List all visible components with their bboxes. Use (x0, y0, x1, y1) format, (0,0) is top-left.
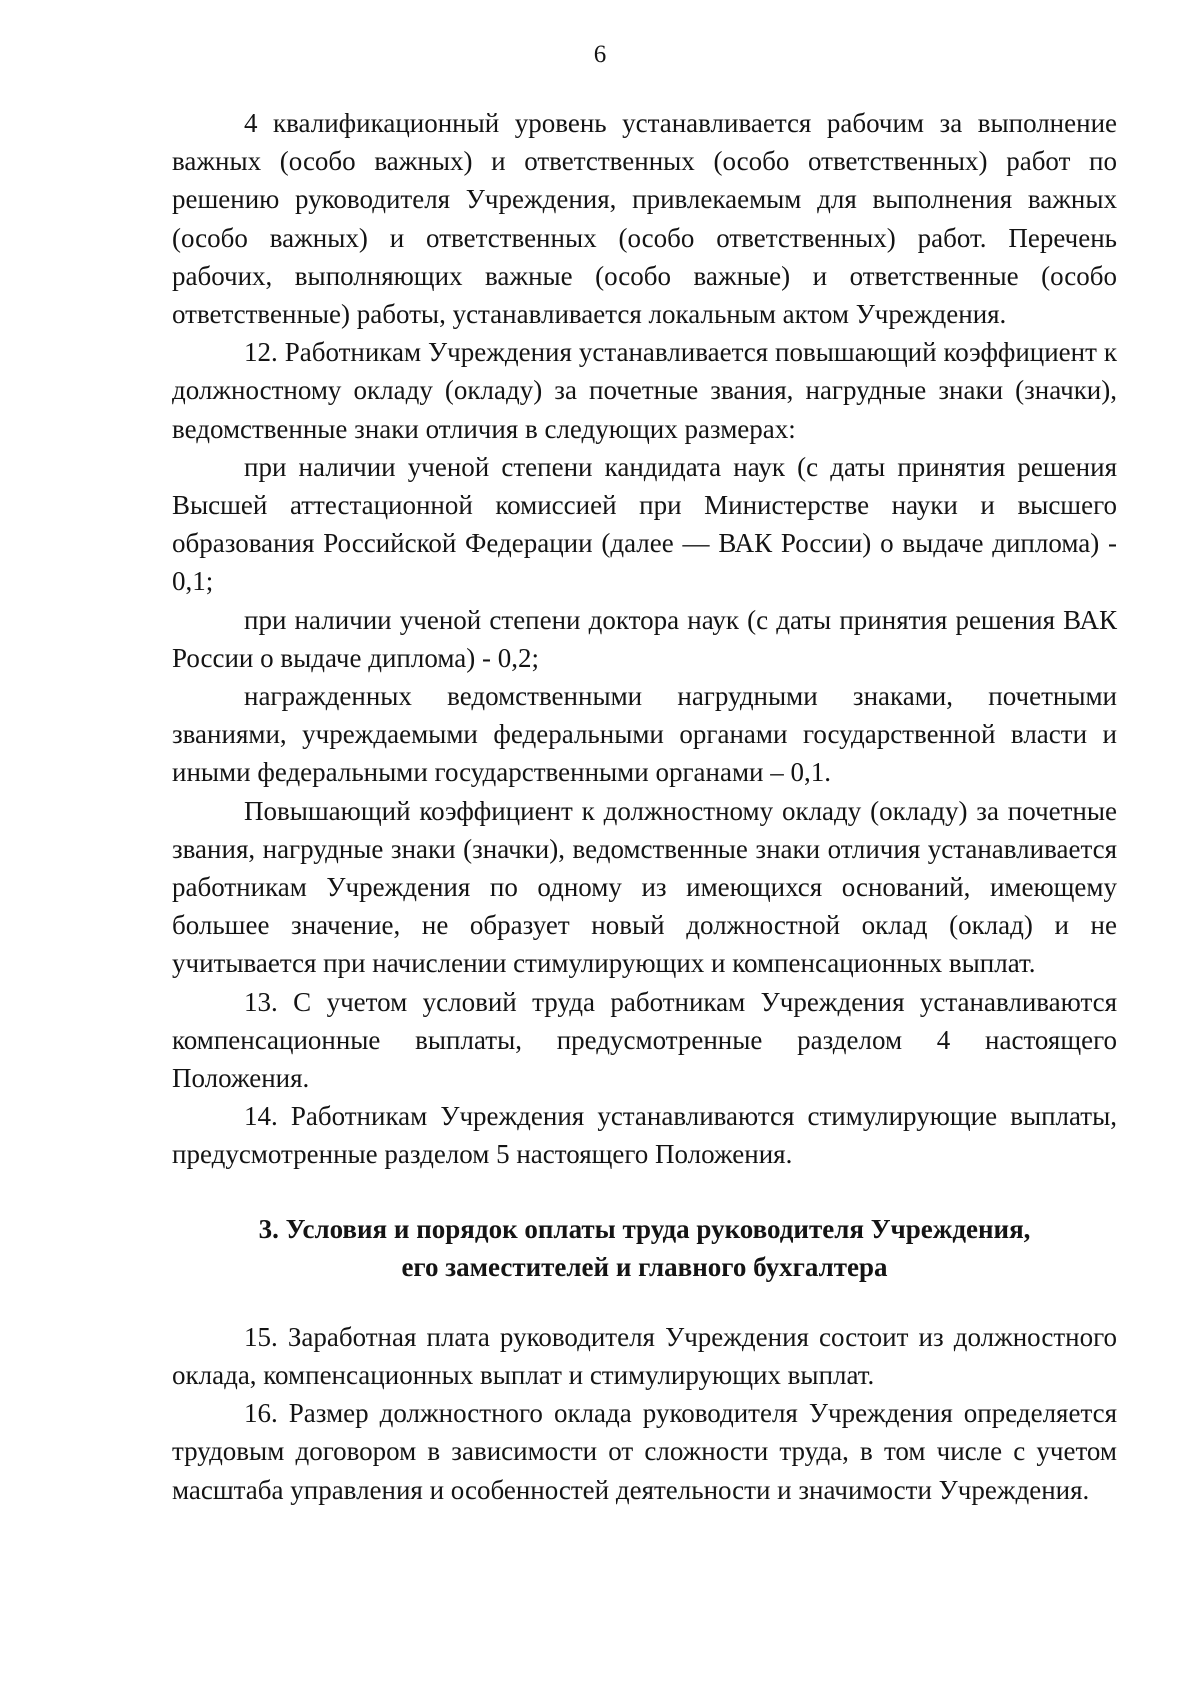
paragraph-candidate-degree: при наличии ученой степени кандидата наук (с даты принятия решения Высшей аттестационной комиссией при Министерстве науки и высшего образования Российской Федерации (далее — ВАК России) о выдаче диплома) - 0,1; (172, 451, 1117, 597)
paragraph-item-12: 12. Работникам Учреждения устанавливается повышающий коэффициент к должностному окладу (окладу) за почетные звания, нагрудные знаки (значки), ведомственные знаки отличия в следующих размерах: (172, 337, 1117, 444)
section-heading-line-2: его заместителей и главного бухгалтера (401, 1251, 888, 1282)
section-heading (172, 1210, 1117, 1286)
paragraph-item-13: 13. С учетом условий труда работникам Учреждения устанавливаются компенсационные выплаты, предусмотренные разделом 4 настоящего Положения. (172, 986, 1117, 1094)
paragraph-item-16: 16. Размер должностного оклада руководителя Учреждения определяется трудовым договором в зависимости от сложности труда, в том числе с учетом масштаба управления и особенностей деятельности и значимости Учреждения. (172, 1398, 1117, 1505)
section-heading-line-1: 3. Условия и порядок оплаты труда руководителя Учреждения, (258, 1213, 1031, 1244)
paragraph-item-14: 14. Работникам Учреждения устанавливаются стимулирующие выплаты, предусмотренные разделом 5 настоящего Положения. (172, 1101, 1117, 1170)
paragraph-coefficient-rules: Повышающий коэффициент к должностному окладу (окладу) за почетные звания, нагрудные знаки (значки), ведомственные знаки отличия устанавливается работникам Учреждения по одному из имеющихся оснований, имеющему большее значение, не образует новый должностной оклад (оклад) и не учитывается при начислении стимулирующих и компенсационных выплат. (172, 795, 1117, 979)
paragraph-departmental-badges: награжденных ведомственными нагрудными знаками, почетными званиями, учреждаемыми федеральными органами государственной власти и иными федеральными государственными органами – 0,1. (172, 681, 1117, 788)
paragraph-item-15: 15. Заработная плата руководителя Учреждения состоит из должностного оклада, компенсационных выплат и стимулирующих выплат. (172, 1321, 1117, 1390)
paragraph-qualification-level-4: 4 квалификационный уровень устанавливается рабочим за выполнение важных (особо важных) и ответственных (особо ответственных) работ по решению руководителя Учреждения, привлекаемым для выполнения важных (особо важных) и ответственных (особо ответственных) работ. Перечень рабочих, выполняющих важные (особо важные) и ответственные (особо ответственные) работы, устанавливается локальным актом Учреждения. (172, 108, 1117, 330)
page-number: 6 (593, 41, 607, 68)
paragraph-doctor-degree: при наличии ученой степени доктора наук (с даты принятия решения ВАК России о выдаче диплома) - 0,2; (172, 604, 1117, 673)
document-body (172, 104, 1117, 1509)
